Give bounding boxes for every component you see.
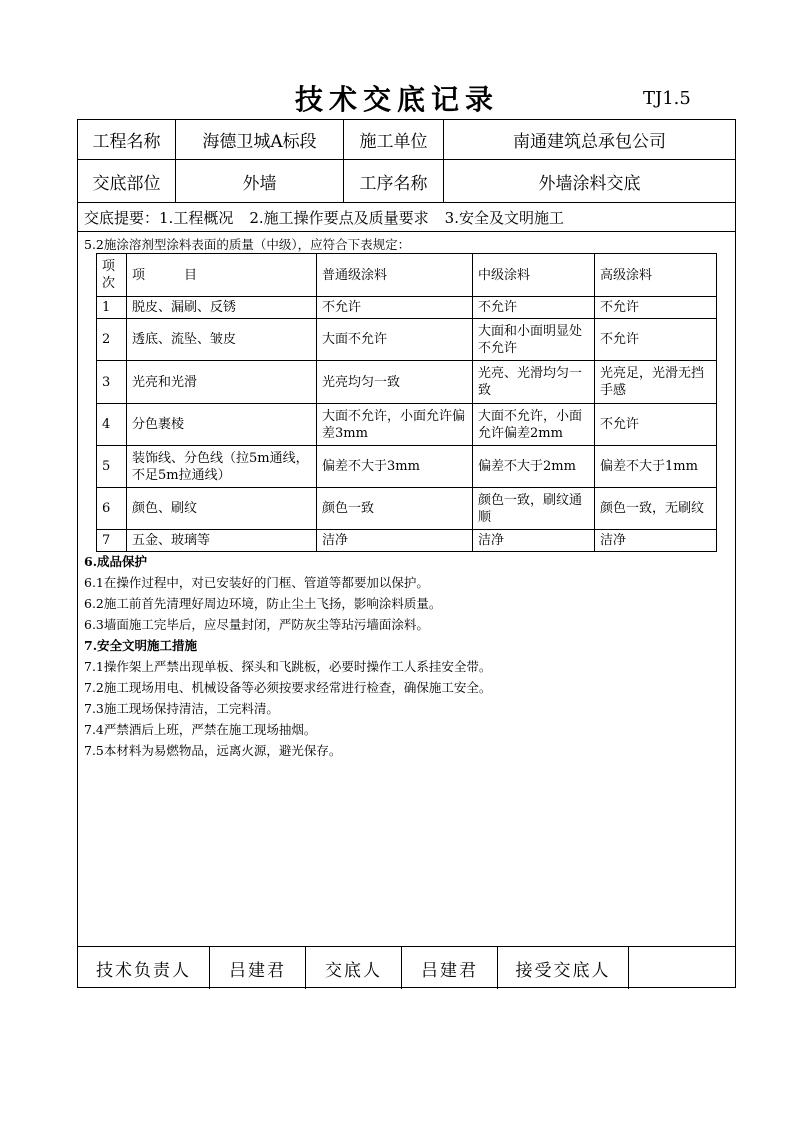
table-cell: 5: [97, 446, 127, 488]
table-cell: 7: [97, 530, 127, 552]
table-cell: 偏差不大于3mm: [317, 446, 473, 488]
summary-item: 2.施工操作要点及质量要求: [249, 208, 429, 227]
summary-line: [84, 203, 564, 231]
table-cell: 不允许: [317, 297, 473, 319]
safety-line: 7.1操作架上严禁出现单板、探头和飞跳板，必要时操作工人系挂安全带。: [84, 659, 492, 674]
tech-lead-label: 技术负责人: [96, 960, 191, 981]
info-row-1: [78, 120, 735, 160]
table-cell: 大面不允许，小面允许偏差2mm: [473, 404, 595, 446]
table-header: 普通级涂料: [317, 254, 473, 297]
summary-item: 3.安全及文明施工: [444, 208, 564, 227]
handover-part-value: 外墙: [175, 160, 343, 202]
protection-line: 6.1在操作过程中，对已安装好的门框、管道等都要加以保护。: [84, 575, 429, 590]
project-name-value: 海德卫城A标段: [175, 120, 343, 159]
record-form: [77, 119, 736, 988]
safety-line: 7.3施工现场保持清洁，工完料清。: [84, 701, 279, 716]
table-cell: 不允许: [595, 404, 717, 446]
table-cell: 1: [97, 297, 127, 319]
table-cell: 偏差不大于1mm: [595, 446, 717, 488]
signature-row: [78, 946, 735, 989]
table-cell: 洁净: [595, 530, 717, 552]
receiver-label: 接受交底人: [497, 947, 628, 989]
tech-lead-value: 吕建君: [209, 947, 305, 989]
table-cell: 颜色一致，无刷纹: [595, 488, 717, 530]
table-row: [97, 488, 717, 530]
protection-heading: 6.成品保护: [84, 554, 148, 569]
quality-intro: 5.2施涂溶剂型涂料表面的质量（中级），应符合下表规定：: [84, 237, 411, 252]
table-header: 项次: [97, 254, 127, 297]
table-row: [97, 404, 717, 446]
table-cell: 脱皮、漏刷、反锈: [127, 297, 317, 319]
table-cell: 五金、玻璃等: [127, 530, 317, 552]
table-cell: 3: [97, 361, 127, 404]
protection-line: 6.3墙面施工完毕后，应尽量封闭，严防灰尘等玷污墙面涂料。: [84, 617, 429, 632]
table-row: [97, 446, 717, 488]
summary-label: 交底提要：: [84, 208, 160, 227]
handover-part-label: 交底部位: [92, 173, 161, 194]
construction-unit-value: 南通建筑总承包公司: [443, 120, 735, 159]
table-cell: 光亮和光滑: [127, 361, 317, 404]
receiver-value: [628, 947, 735, 989]
table-cell: 光亮、光滑均匀一致: [473, 361, 595, 404]
table-cell: 大面和小面明显处不允许: [473, 319, 595, 361]
safety-heading: 7.安全文明施工措施: [84, 638, 198, 653]
table-cell: 颜色一致，刷纹通顺: [473, 488, 595, 530]
table-cell: 4: [97, 404, 127, 446]
safety-line: 7.5本材料为易燃物品，远离火源，避光保存。: [84, 743, 342, 758]
project-name-label: 工程名称: [92, 132, 161, 152]
table-cell: 2: [97, 319, 127, 361]
document-code: TJ1.5: [643, 88, 691, 109]
safety-section: [84, 635, 491, 761]
table-cell: 光亮足，光滑无挡手感: [595, 361, 717, 404]
protection-line: 6.2施工前首先清理好周边环境，防止尘土飞扬，影响涂料质量。: [84, 596, 442, 611]
table-cell: 不允许: [595, 319, 717, 361]
table-cell: 光亮均匀一致: [317, 361, 473, 404]
table-cell: 6: [97, 488, 127, 530]
table-cell: 颜色、刷纹: [127, 488, 317, 530]
info-row-2: [78, 160, 735, 203]
table-cell: 洁净: [473, 530, 595, 552]
presenter-label: 交底人: [305, 947, 401, 989]
table-cell: 洁净: [317, 530, 473, 552]
summary-item: 1.工程概况: [159, 208, 234, 227]
quality-table: [96, 253, 717, 552]
document-title: 技术交底记录: [294, 83, 499, 116]
protection-section: [84, 551, 441, 635]
table-row: [97, 530, 717, 552]
process-name-value: 外墙涂料交底: [443, 160, 735, 202]
table-cell: 分色裹棱: [127, 404, 317, 446]
table-cell: 不允许: [473, 297, 595, 319]
construction-unit-label: 施工单位: [343, 120, 443, 159]
table-header-row: [97, 254, 717, 297]
table-row: [97, 297, 717, 319]
table-cell: 装饰线、分色线（拉5m通线，不足5m拉通线）: [127, 446, 317, 488]
table-cell: 不允许: [595, 297, 717, 319]
table-cell: 大面不允许，小面允许偏差3mm: [317, 404, 473, 446]
safety-line: 7.2施工现场用电、机械设备等必须按要求经常进行检查，确保施工安全。: [84, 680, 492, 695]
table-header: 项 目: [127, 254, 317, 297]
table-cell: 颜色一致: [317, 488, 473, 530]
table-cell: 偏差不大于2mm: [473, 446, 595, 488]
summary-row: [78, 203, 735, 232]
table-row: [97, 319, 717, 361]
table-header: 中级涂料: [473, 254, 595, 297]
process-name-label: 工序名称: [343, 160, 443, 202]
table-header: 高级涂料: [595, 254, 717, 297]
safety-line: 7.4严禁酒后上班，严禁在施工现场抽烟。: [84, 722, 317, 737]
presenter-value: 吕建君: [401, 947, 497, 989]
table-row: [97, 361, 717, 404]
table-cell: 大面不允许: [317, 319, 473, 361]
table-cell: 透底、流坠、皱皮: [127, 319, 317, 361]
